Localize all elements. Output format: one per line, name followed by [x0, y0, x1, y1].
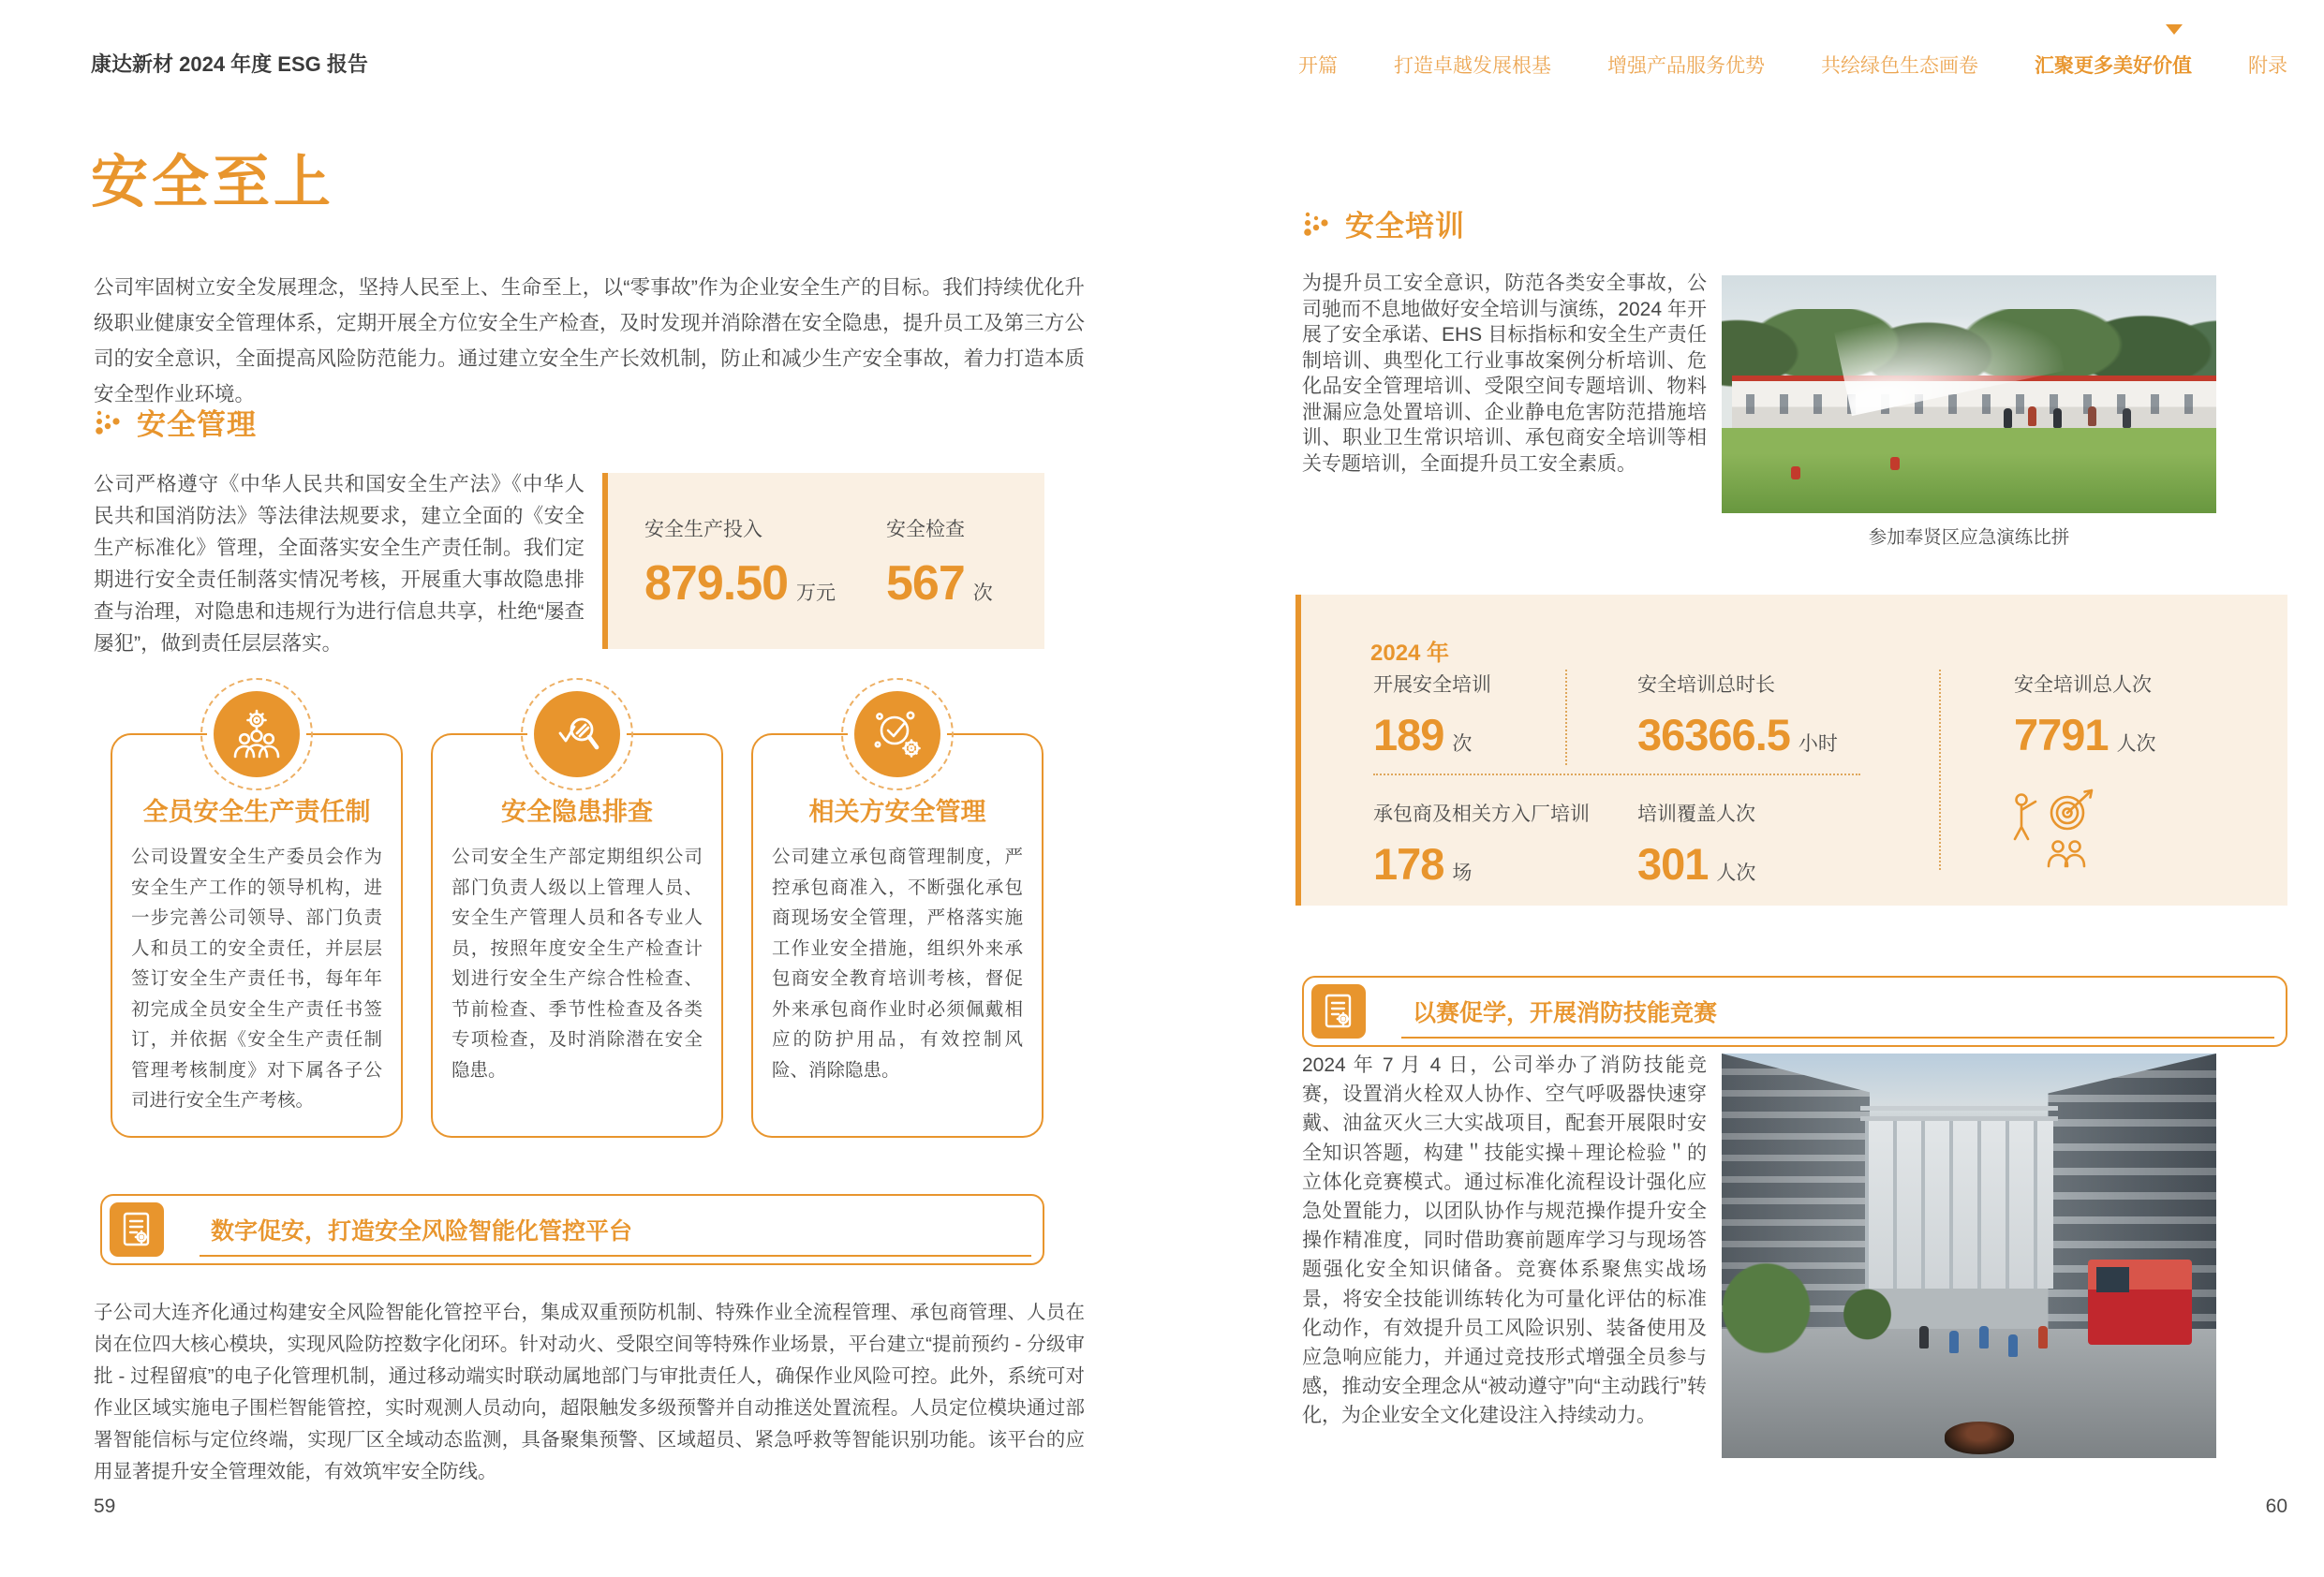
digital-platform-paragraph: 子公司大连齐化通过构建安全风险智能化管控平台，集成双重预防机制、特殊作业全流程管理、承包商管理、人员在岗在位四大核心模块，实现风险防控数字化闭环。针对动火、受限空间等特殊作业场景，平台建立“提前预约 - 分级审批 - 过程留痕”的电子化管理机制，通过移动端实时联动属地部门与审批责任人，确保作业风险可控。此外，系统可对作业区域实施电子围栏智能管控，实时观测人员动向，超限触发多级预警并自动推送处置流程。人员定位模块通过部署智能信标与定位终端，实现厂区全域动态监测，具备聚集预警、区域超员、紧急呼救等智能识别功能。该平台的应用显著提升安全管理效能，有效筑牢安全防线。 [94, 1302, 1085, 1482]
person-figure [2008, 1334, 2018, 1357]
photo-fire-competition [1722, 1054, 2216, 1458]
stat-value: 178 [1373, 839, 1444, 889]
section-heading-safety-management [94, 401, 257, 443]
bush [1722, 1247, 1826, 1369]
card-contractor-safety [751, 733, 1044, 1138]
stat-label: 安全培训总时长 [1637, 674, 1775, 696]
oil-pan-barrel [1945, 1422, 2014, 1454]
card-title: 安全隐患排查 [501, 798, 653, 826]
stat-unit: 万元 [796, 582, 836, 604]
page-number-right: 60 [2265, 1496, 2287, 1517]
nav-item-foundation[interactable]: 打造卓越发展根基 [1394, 55, 1551, 77]
stat-coverage-participants [1637, 799, 1755, 890]
page-number-left: 59 [94, 1496, 116, 1517]
safety-stats-box [602, 473, 1044, 649]
document-gear-icon [110, 1202, 164, 1257]
center-building-pipes [1865, 1118, 2053, 1288]
nav-item-products[interactable]: 增强产品服务优势 [1607, 55, 1765, 77]
stat-unit: 次 [972, 582, 993, 604]
panel-divider [1373, 774, 1860, 775]
stat-unit: 场 [1452, 862, 1473, 884]
stat-label: 开展安全培训 [1373, 674, 1491, 696]
callout-underline [1401, 1037, 2274, 1039]
document-gear-icon [1311, 984, 1366, 1039]
callout-underline [200, 1255, 1031, 1257]
stat-label: 安全培训总人次 [2014, 674, 2152, 696]
overhead-pipe [1860, 1106, 2058, 1111]
page-title: 安全至上 [91, 150, 335, 214]
person-figure [2028, 406, 2036, 426]
panel-divider [1565, 670, 1567, 765]
fire-truck [2088, 1260, 2192, 1345]
card-body: 公司设置安全生产委员会作为安全生产工作的领导机构，进一步完善公司领导、部门负责人和员工的安全责任，并层层签订安全生产责任书，每年年初完成全员安全生产责任书签订，并依据《安全生产责任制管理考核制度》对下属各子公司进行安全生产考核。 [131, 847, 382, 1111]
intro-paragraph: 公司牢固树立安全发展理念，坚持人民至上、生命至上，以“零事故”作为企业安全生产的目标。我们持续优化升级职业健康安全管理体系，定期开展全方位安全生产检查，及时发现并消除潜在安全隐患，提升员工及第三方公司的安全意识，全面提高风险防范能力。通过建立安全生产长效机制，防止和减少生产安全事故，着力打造本质安全型作业环境。 [94, 276, 1085, 405]
callout-fire-contest [1302, 976, 2287, 1047]
training-stats-panel [1295, 595, 2287, 906]
safety-training-paragraph: 为提升员工安全意识，防范各类安全事故，公司驰而不息地做好安全培训与演练，2024 年开展了安全承诺、EHS 目标指标和安全生产责任制培训、典型化工行业事故案例分析培训、危化品安全管理培训、受限空间专题培训、物料泄漏应急处置培训、企业静电危害防范措施培训、职业卫生常识培训、承包商安全培训等相关专题培训，全面提升员工安全素质。 [1302, 273, 1707, 475]
nav-item-opening[interactable]: 开篇 [1298, 55, 1338, 77]
stat-value: 189 [1373, 710, 1444, 759]
stat-value: 879.50 [644, 556, 789, 611]
photo-caption: 参加奉贤区应急演练比拼 [1868, 527, 2070, 548]
stat-value: 301 [1637, 839, 1709, 889]
stat-label: 安全生产投入 [644, 519, 762, 540]
person-figure [2053, 408, 2062, 428]
card-responsibility-system [111, 733, 403, 1138]
stat-value: 36366.5 [1637, 710, 1790, 759]
person-figure [2004, 408, 2012, 428]
section-heading-safety-training [1302, 202, 1465, 244]
stat-contractor-trainings [1373, 799, 1590, 890]
card-title: 相关方安全管理 [808, 798, 986, 826]
stat-label: 安全检查 [886, 519, 965, 540]
fire-contest-paragraph: 2024 年 7 月 4 日，公司举办了消防技能竞赛，设置消火栓双人协作、空气呼吸器快速穿戴、油盆灭火三大实战项目，配套开展限时安全知识答题，构建＂技能实操＋理论检验＂的立体化竞赛模式。通过标准化流程设计强化应急处置能力，以团队协作与规范操作提升安全操作精准度，同时借助赛前题库学习与现场答题强化安全知识储备。竞赛体系聚焦实战场景，将安全技能训练转化为可量化评估的标准化动作，有效提升员工风险识别、装备使用及应急响应能力，并通过竞技形式增强全员参与感，推动安全理念从“被动遵守”向“主动践行”转化，为企业安全文化建设注入持续动力。 [1302, 1054, 1707, 1427]
nav-item-appendix[interactable]: 附录 [2248, 55, 2287, 77]
truck-window [2096, 1267, 2129, 1292]
callout-digital-platform [100, 1194, 1044, 1265]
stat-label: 承包商及相关方入厂培训 [1373, 803, 1590, 825]
nav-item-ecology[interactable]: 共绘绿色生态画卷 [1821, 55, 1978, 77]
stat-label: 培训覆盖人次 [1637, 803, 1755, 825]
stat-value: 7791 [2014, 710, 2109, 759]
callout-title: 数字促安，打造安全风险智能化管控平台 [211, 1218, 633, 1245]
magnifier-check-icon [534, 691, 620, 777]
photo-emergency-drill [1722, 275, 2216, 513]
fire-hydrant [1791, 466, 1800, 479]
stat-training-hours [1637, 670, 1838, 760]
person-figure [1949, 1331, 1959, 1353]
stat-training-participants [2014, 670, 2156, 760]
section-title: 安全培训 [1345, 210, 1465, 243]
section-marker-dots-icon [1302, 207, 1332, 241]
active-tab-arrow-icon [2166, 24, 2183, 35]
person-figure [2038, 1326, 2048, 1349]
stat-unit: 小时 [1798, 733, 1838, 755]
year-label: 2024 年 [1370, 641, 1450, 666]
stat-safety-investment [644, 514, 836, 612]
check-gear-icon [854, 691, 940, 777]
nav-item-value-active[interactable] [2035, 51, 2192, 79]
card-hazard-inspection [431, 733, 723, 1138]
fire-hydrant [1890, 457, 1900, 470]
stat-unit: 次 [1452, 733, 1473, 755]
building-windows [1746, 394, 2201, 414]
section-marker-dots-icon [94, 405, 124, 439]
stat-trainings-held [1373, 670, 1491, 760]
training-target-icon [2009, 788, 2099, 875]
card-body: 公司建立承包商管理制度，严控承包商准入，不断强化承包商现场安全管理，严格落实施工作业安全措施，组织外来承包商安全教育培训考核，督促外来承包商作业时必须佩戴相应的防护用品，有效控制风险、消除隐患。 [772, 847, 1023, 1081]
stat-value: 567 [886, 556, 965, 611]
stat-unit: 人次 [1716, 862, 1756, 884]
card-title: 全员安全生产责任制 [142, 798, 371, 826]
person-figure [2088, 406, 2096, 426]
person-figure [1979, 1326, 1989, 1349]
section-title: 安全管理 [137, 408, 257, 441]
person-figure [2123, 408, 2131, 428]
bush [1835, 1280, 1900, 1349]
stat-safety-inspections [886, 514, 993, 612]
nav-item-label: 汇聚更多美好价值 [2035, 55, 2192, 77]
callout-title: 以赛促学，开展消防技能竞赛 [1413, 1000, 1718, 1026]
top-nav [1298, 51, 2287, 79]
people-gear-icon [214, 691, 300, 777]
report-title: 康达新材 2024 年度 ESG 报告 [91, 52, 368, 76]
panel-divider [1939, 670, 1941, 870]
card-body: 公司安全生产部定期组织公司部门负责人级以上管理人员、安全生产管理人员和各专业人员，按照年度安全生产检查计划进行安全生产综合性检查、节前检查、季节性检查及各类专项检查，及时消除潜在安全隐患。 [451, 847, 703, 1081]
person-figure [1919, 1326, 1929, 1349]
safety-management-paragraph: 公司严格遵守《中华人民共和国安全生产法》《中华人民共和国消防法》等法律法规要求，建立全面的《安全生产标准化》管理，全面落实安全生产责任制。我们定期进行安全责任制落实情况考核，开展重大事故隐患排查与治理，对隐患和违规行为进行信息共享，杜绝“屡查屡犯”，做到责任层层落实。 [94, 473, 585, 655]
stat-unit: 人次 [2116, 733, 2156, 755]
